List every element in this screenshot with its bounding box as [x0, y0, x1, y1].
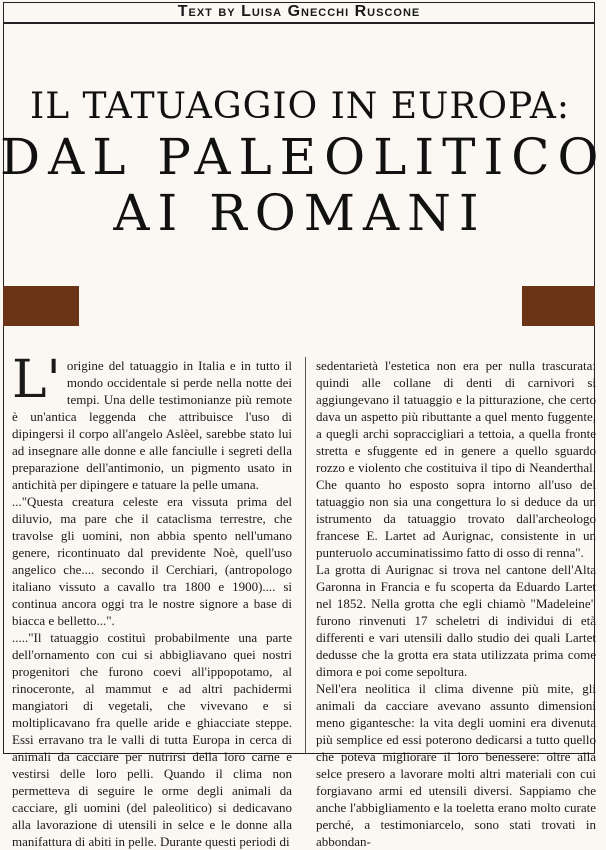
paragraph: La grotta di Aurignac si trova nel cantone dell'Alta Garonna in Francia e fu scoperta da Eduardo Lartet nel 1852. Nella grotta che egli chiamò "Madeleine" furono rinvenuti 17 scheletri di individui di età differenti e vari utensili dallo studio dei quali Lartet dedusse che la grotta era stata utilizzata prima come dimora e poi come sepoltura.: [316, 562, 596, 679]
drop-cap: L': [12, 350, 61, 410]
paragraph: ..."Questa creatura celeste era vissuta prima del diluvio, ma pare che il cataclisma terrestre, che travolse gli uomini, non abbia spento nell'umano genere, ricontinuato dal previdente Noè, quell'uso angelico che.... secondo il Cerchiari, (antropologo italiano vissuto a cavallo tra 1800 e 1900).... si continua ancora oggi tra le nostre signore a base di biacca e belletto...".: [12, 494, 292, 628]
decorative-bar-right: [522, 286, 595, 326]
paragraph: sedentarietà l'estetica non era per nulla trascurata: quindi alle collane di denti di carnivori si aggiungevano il tatuaggio e la pitturazione, che certo dava un aspetto più ributtante a quel mento fuggente, a quegli archi sopraccigliari a tettoia, a quella fronte stretta e sfuggente ed in genere a quello sguardo rozzo e violento che costituiva il tipo di Neanderthal. Che quanto ho esposto sopra intorno all'uso del tatuaggio non sia una congettura lo si deduce da un istrumento da tatuaggio trovato dall'archeologo francese E. Lartet ad Aurignac, consistente in un punteruolo accuminatissimo fatto di osso di renna".: [316, 358, 596, 560]
decorative-bar-left: [3, 286, 79, 326]
author-credit-header: [3, 2, 595, 24]
author-credit: Text by Luisa Gnecchi Ruscone: [177, 3, 421, 20]
paragraph: ....."Il tatuaggio costituì probabilmente una parte dell'ornamento con cui si abbigliavano quei nostri progenitori che furono coevi all'ippopotamo, al rinoceronte, al mammut e ad altri pachidermi mangiatori di vegetali, che vivevano e si moltiplicavano fra quelle aride e ghiacciate steppe. Essi erravano tra le valli di tutta Europa in cerca di animali da cacciare per nutrirsi della loro carne e vestirsi delle loro pelli. Quando il clima non permetteva di seguire le orme degli animali da cacciare, gli uomini (del paleolitico) si dedicavano alla lavorazione di utensili in selce e le donne alla manifattura di abiti in pelle. Durante questi periodi di: [12, 630, 292, 849]
paragraph: origine del tatuaggio in Italia e in tutto il mondo occidentale si perde nella notte dei tempi. Una delle testimonianze più remote è un'antica leggenda che attribuisce l'uso di dipingersi il corpo all'angelo Aslèel, sarebbe stato lui ad insegnare alle donne e alle fanciulle i segreti della preparazione dell'antimonio, un pigmento usato in antichità per dipingere e tatuare la pelle umana.: [12, 358, 292, 492]
article-column-2: [316, 357, 596, 849]
paragraph: Nell'era neolitica il clima divenne più mite, gli animali da cacciare avevano assunto dimensioni meno gigantesche: la vita degli uomini era divenuta più semplice ed essi poterono dedicarsi a tutto quello che poteva migliorare il loro benessere: oltre alla selce presero a lavorare molti altri materiali con cui forgiavano armi ed utensili diversi. Sappiamo che anche l'abbigliamento e la toeletta erano molto curate perché, a testimoniarcelo, sono stati trovati in abbondan-: [316, 681, 596, 849]
title-line-1: IL TATUAGGIO IN EUROPA:: [29, 86, 571, 127]
article-column-1: [12, 350, 292, 849]
title-line-3: AI ROMANI: [113, 184, 487, 242]
title-line-2: DAL PALEOLITICO: [0, 128, 606, 186]
column-divider: [305, 357, 306, 754]
